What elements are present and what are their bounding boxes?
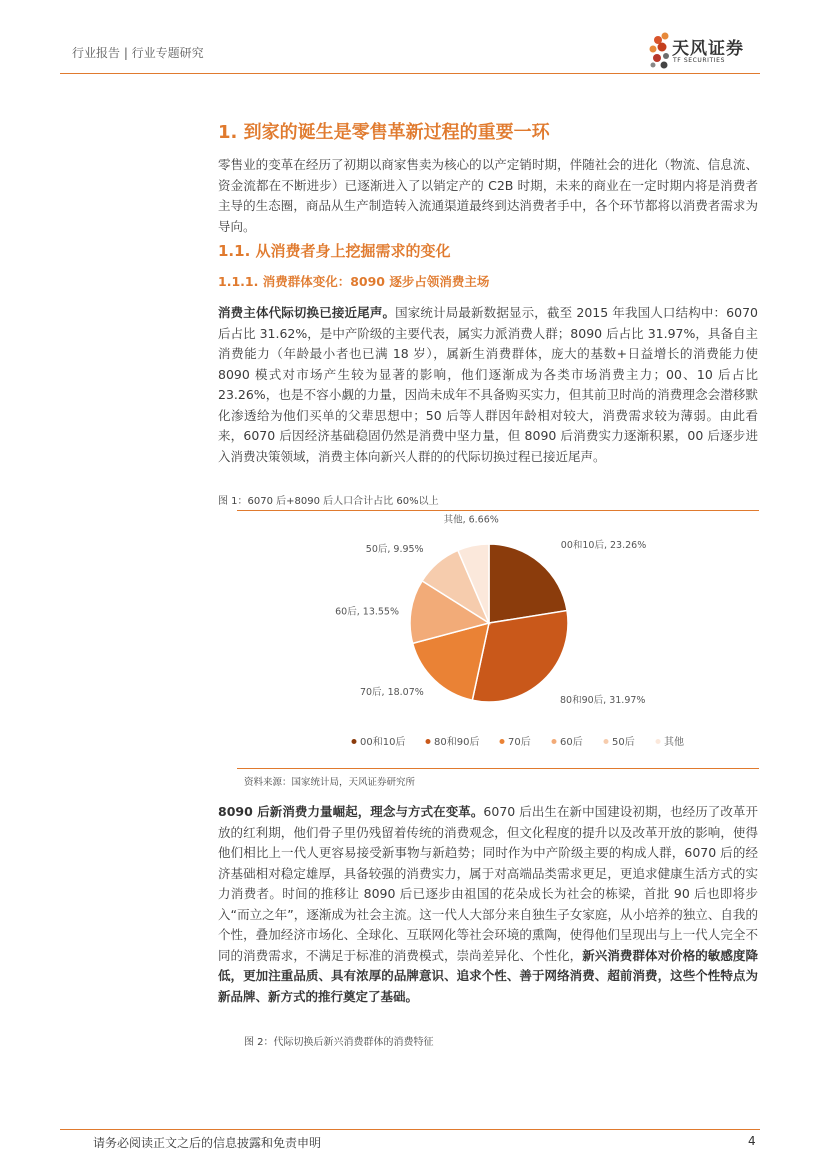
pie-slice-label: 00和10后, 23.26% <box>560 539 647 551</box>
section-heading-1-1: 1.1. 从消费者身上挖掘需求的变化 <box>218 242 451 260</box>
section-heading-1: 1. 到家的诞生是零售革新过程的重要一环 <box>218 122 550 143</box>
logo-brand-english: TF SECURITIES <box>673 57 725 64</box>
paragraph-emphasis-bold: 新兴消费群体对价格的敏感度降低，更加注重品质、具有浓厚的品牌意识、追求个性、善于网络消费、超前消费，这些个性特点为新品牌、新方式的推行奠定了基础。 <box>218 947 758 1004</box>
legend-label: 00和10后 <box>360 737 406 748</box>
legend-swatch <box>604 739 609 744</box>
figure-1-caption: 图 1：6070 后+8090 后人口合计占比 60%以上 <box>218 496 439 507</box>
pie-slice-label: 70后, 18.07% <box>359 687 424 699</box>
page-number: 4 <box>748 1134 756 1148</box>
footer-rule <box>60 1129 760 1130</box>
paragraph-intro <box>218 155 758 237</box>
running-header: 行业报告 | 行业专题研究 <box>72 46 204 60</box>
legend-swatch <box>352 739 357 744</box>
legend-swatch <box>426 739 431 744</box>
paragraph-body: 国家统计局最新数据显示，截至 2015 年我国人口结构中：6070 后占比 31.62%，是中产阶级的主要代表，属实力派消费人群；8090 后占比 31.97%，具备自主消费能力（年龄最小者也已满 18 岁），属新生消费群体，庞大的基数+日益增长的消费能力使 8090 模式对市场产生较为显著的影响，他们逐渐成为各类市场消费主力；00、10 后占比 23.26%，也是不容小觑的力量，因尚未成年不具备购买实力，但其前卫时尚的消费理念会潜移默化渗透给为他们买单的父辈思想中；50 后等人群因年龄相对较大，消费需求较为薄弱。由此看来，6070 后因经济基础稳固仍然是消费中坚力量，但 8090 后消费实力逐渐积累，00 后逐步进入消费决策领域，消费主体向新兴人群的的代际切换过程已接近尾声。 <box>218 305 758 464</box>
legend-label: 50后 <box>612 737 635 748</box>
pie-slice-label: 80和90后, 31.97% <box>560 695 646 707</box>
figure-source: 资料来源：国家统计局，天风证券研究所 <box>244 777 416 788</box>
pie-slice-label: 其他, 6.66% <box>443 514 499 526</box>
figure-bottom-rule <box>237 768 759 769</box>
legend-swatch <box>656 739 661 744</box>
pie-slice <box>489 544 567 623</box>
header-rule <box>60 73 760 74</box>
legend-swatch <box>552 739 557 744</box>
paragraph-lead-bold: 消费主体代际切换已接近尾声。 <box>218 305 396 320</box>
pie-slice-label: 50后, 9.95% <box>365 544 424 556</box>
pie-slice-label: 60后, 13.55% <box>335 606 399 618</box>
legend-label: 60后 <box>560 737 583 748</box>
legend-label: 80和90后 <box>434 737 480 748</box>
section-heading-1-1-1: 1.1.1. 消费群体变化：8090 逐步占领消费主场 <box>218 274 490 289</box>
paragraph-generation-shift <box>218 303 758 467</box>
figure-2-caption: 图 2：代际切换后新兴消费群体的消费特征 <box>244 1037 434 1048</box>
paragraph-intro-text: 零售业的变革在经历了初期以商家售卖为核心的以产定销时期，伴随社会的进化（物流、信息流、资金流都在不断进步）已逐渐进入了以销定产的 C2B 时期，未来的商业在一定时期内将是消费者主导的生态圈，商品从生产制造转入流通渠道最终到达消费者手中，各个环节都将以消费者需求为导向。 <box>218 157 758 234</box>
population-pie-chart <box>237 512 759 766</box>
paragraph-lead-bold: 8090 后新消费力量崛起，理念与方式在变革。 <box>218 804 484 819</box>
legend-label: 70后 <box>508 737 531 748</box>
footer-disclaimer: 请务必阅读正文之后的信息披露和免责申明 <box>93 1136 322 1150</box>
paragraph-new-consumers <box>218 802 758 1007</box>
figure-top-rule <box>237 510 759 511</box>
legend-swatch <box>500 739 505 744</box>
legend-label: 其他 <box>664 737 684 748</box>
paragraph-body: 6070 后出生在新中国建设初期，也经历了改革开放的红利期，他们骨子里仍残留着传统的消费观念，但文化程度的提升以及改革开放的影响，使得他们相比上一代人更容易接受新事物与新趋势；同时作为中产阶级主要的构成人群，6070 后的经济基础相对稳定雄厚，具备较强的消费实力，属于对高端品类需求更足，更追求健康生活方式的实力消费者。时间的推移让 8090 后已逐步由祖国的花朵成长为社会的栋梁，首批 90 后也即将步入“而立之年”，逐渐成为社会主流。这一代人大部分来自独生子女家庭，从小培养的独立、自我的个性，叠加经济市场化、全球化、互联网化等社会环境的熏陶，使得他们呈现出与上一代人完全不同的消费需求，不满足于标准的消费模式，崇尚差异化、个性化， <box>218 804 758 963</box>
logo-brand-name: 天风证券 <box>672 39 744 59</box>
